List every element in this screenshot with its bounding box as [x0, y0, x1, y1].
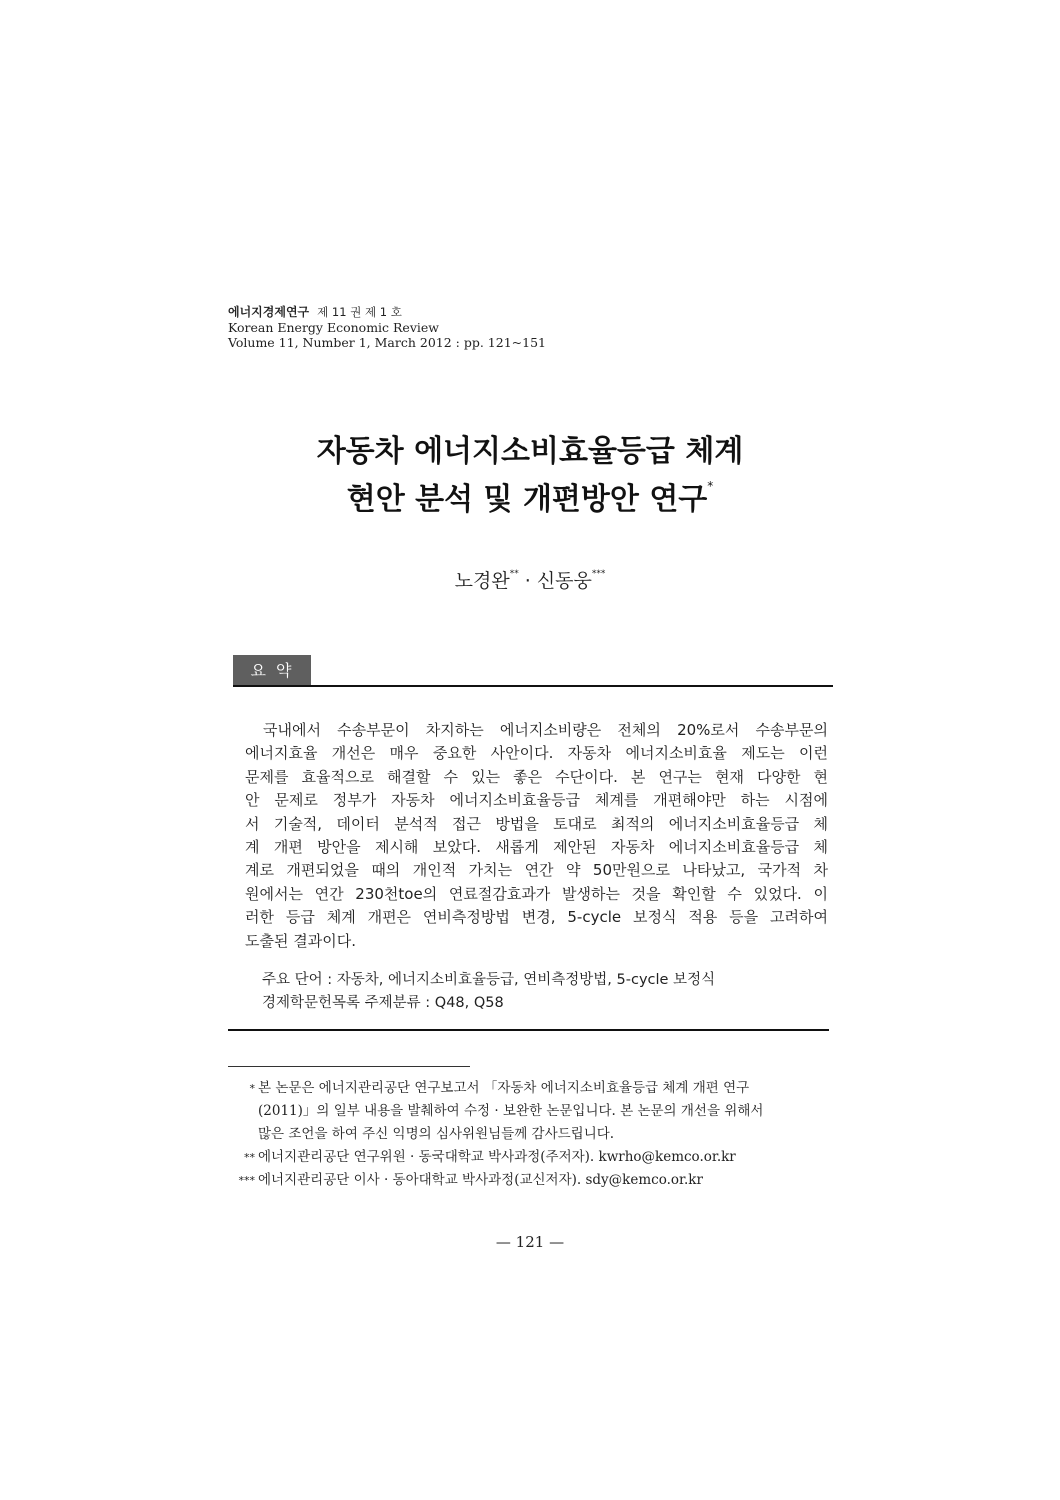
footnote-2: [228, 1146, 838, 1169]
page-number: — 121 —: [495, 1233, 565, 1251]
abstract-line: 서 기술적, 데이터 분석적 접근 방법을 토대로 최적의 에너지소비효율등급 체: [245, 814, 828, 833]
footnote-mark: **: [244, 1151, 255, 1164]
abstract-label: 요약: [233, 655, 311, 686]
abstract-line: 문제를 효율적으로 해결할 수 있는 좋은 수단이다. 본 연구는 현재 다양한 현: [245, 767, 828, 786]
author-1-mark: **: [509, 568, 519, 579]
abstract-line: 안 문제로 정부가 자동차 에너지소비효율등급 체계를 개편해야만 하는 시점에: [245, 791, 828, 810]
footnotes: [228, 1077, 838, 1192]
journal-header: [228, 304, 546, 350]
abstract-line: 계로 개편되었을 때의 개인적 가치는 연간 약 50만원으로 나타났고, 국가적 차: [245, 861, 828, 880]
journal-issue-ko: 제 11 권 제 1 호: [317, 305, 402, 319]
abstract-line: 러한 등급 체계 개편은 연비측정방법 변경, 5-cycle 보정식 적용 등을 고려하여: [245, 908, 828, 927]
title-footnote-mark: *: [707, 479, 714, 493]
abstract-line: 원에서는 연간 230천toe의 연료절감효과가 발생하는 것을 확인할 수 있었다. 이: [245, 884, 828, 903]
footnote-mark: *: [249, 1082, 255, 1095]
journal-volume-line: Volume 11, Number 1, March 2012 : pp. 121~151: [228, 335, 546, 350]
abstract-line: 국내에서 수송부문이 차지하는 에너지소비량은 전체의 20%로서 수송부문의: [263, 721, 828, 739]
footnote-separator: [228, 1066, 470, 1067]
footnote-1: [228, 1077, 838, 1146]
footnote-mark: ***: [238, 1174, 255, 1187]
abstract-bottom-rule: [228, 1029, 829, 1031]
abstract-line: 계 개편 방안을 제시해 보았다. 새롭게 제안된 자동차 에너지소비효율등급 체: [245, 838, 828, 857]
abstract-line: 에너지효율 개선은 매우 중요한 사안이다. 자동차 에너지소비효율 제도는 이런: [245, 744, 828, 763]
authors: [0, 566, 1060, 593]
footnote-line: 에너지관리공단 이사 · 동아대학교 박사과정(교신저자). sdy@kemco.or.kr: [258, 1172, 703, 1188]
journal-name-en: Korean Energy Economic Review: [228, 320, 439, 335]
abstract-line: 도출된 결과이다.: [245, 931, 356, 950]
author-1: 노경완: [454, 570, 510, 592]
paper-title-line2: [0, 474, 1060, 518]
author-2: 신동웅: [536, 570, 592, 592]
abstract-top-rule: [233, 685, 833, 687]
footnote-line: 본 논문은 에너지관리공단 연구보고서 「자동차 에너지소비효율등급 체계 개편 연구: [258, 1080, 750, 1096]
paper-title-line1: [0, 426, 1060, 470]
keywords-block: [262, 969, 715, 1015]
footnote-line: 많은 조언을 하여 주신 익명의 심사위원님들께 감사드립니다.: [258, 1126, 615, 1142]
jel-classification-line: 경제학문헌목록 주제분류 : Q48, Q58: [262, 995, 504, 1011]
footnote-3: [228, 1169, 838, 1192]
journal-name-ko: 에너지경제연구: [228, 305, 310, 319]
footnote-line: (2011)」의 일부 내용을 발췌하여 수정 · 보완한 논문입니다. 본 논문의 개선을 위해서: [258, 1103, 764, 1119]
footnote-line: 에너지관리공단 연구위원 · 동국대학교 박사과정(주저자). kwrho@kemco.or.kr: [258, 1149, 736, 1165]
keywords-line: 주요 단어 : 자동차, 에너지소비효율등급, 연비측정방법, 5-cycle 보정식: [262, 972, 716, 988]
abstract-body: [245, 719, 828, 953]
author-separator: ·: [518, 570, 537, 592]
title-line1-text: 자동차 에너지소비효율등급 체계: [316, 434, 744, 469]
title-line2-text: 현안 분석 및 개편방안 연구: [346, 482, 708, 517]
author-2-mark: ***: [591, 568, 606, 579]
